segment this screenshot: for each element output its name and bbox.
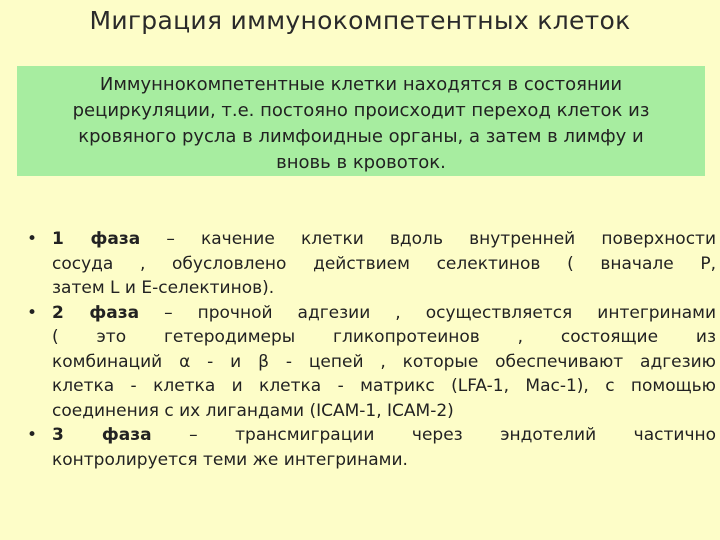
- phase-1-line: сосуда , обусловлено действием селектинов ( вначале P,: [52, 253, 716, 274]
- slide-title: Миграция иммунокомпетентных клеток: [89, 6, 631, 35]
- phase-list: [24, 227, 716, 472]
- bullet-marker: •: [26, 302, 38, 323]
- phase-3-text: – трансмиграции через эндотелий частично: [189, 425, 716, 445]
- phase-2-line: соединения с их лигандами (ICAM-1, ICAM-2): [52, 400, 454, 421]
- phase-1-label: 1 фаза: [52, 229, 141, 249]
- phase-1-item: [24, 227, 716, 301]
- phase-2-line: ( это гетеродимеры гликопротеинов , состоящие из: [52, 327, 716, 347]
- phase-2-line: [52, 301, 716, 326]
- phase-2-label: 2 фаза: [52, 302, 140, 323]
- bullet-marker: •: [26, 425, 38, 445]
- phase-3-item: [24, 423, 716, 472]
- definition-line: рециркуляции, т.е. постояно происходит переход клеток из: [72, 100, 650, 121]
- phase-2-item: [24, 301, 716, 424]
- phase-1-line: [52, 227, 716, 252]
- phase-3-label: 3 фаза: [52, 425, 152, 445]
- phase-3-line: [52, 423, 716, 448]
- phase-1-text: – качение клетки вдоль внутренней поверхности: [166, 229, 717, 249]
- definition-box: [17, 66, 705, 176]
- phase-2-text: – прочной адгезии , осуществляется интегринами: [164, 302, 717, 323]
- phase-2-line: комбинаций α - и β - цепей , которые обеспечивают адгезию: [52, 351, 716, 372]
- definition-line: вновь в кровоток.: [276, 152, 446, 173]
- bullet-marker: •: [26, 229, 38, 249]
- phase-1-line: затем L и E-селектинов).: [52, 278, 275, 298]
- phase-3-line: контролируется теми же интегринами.: [52, 449, 408, 470]
- definition-line: кровяного русла в лимфоидные органы, а затем в лимфу и: [78, 126, 644, 147]
- definition-line: Иммуннокомпетентные клетки находятся в состоянии: [99, 74, 623, 95]
- phase-2-line: клетка - клетка и клетка - матрикс (LFA-1, Mac-1), с помощью: [52, 376, 716, 396]
